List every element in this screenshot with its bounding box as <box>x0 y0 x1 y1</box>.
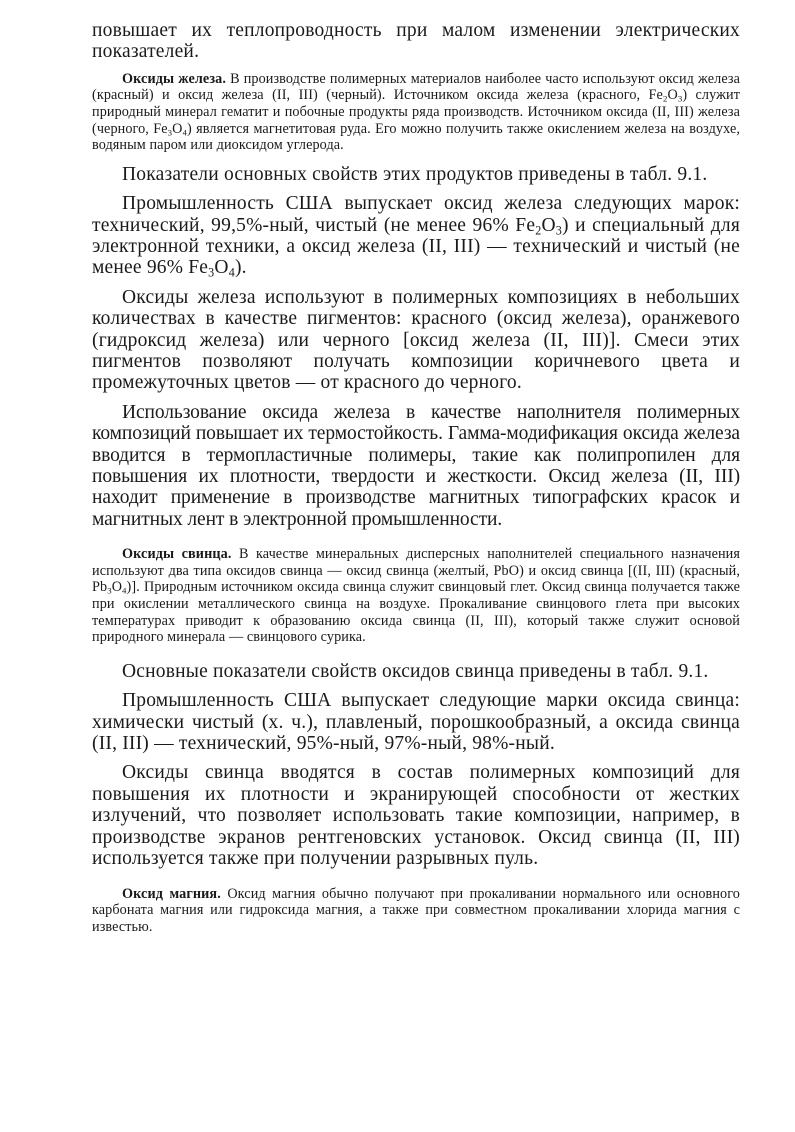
section-heading-lead-oxides: Оксиды свинца. <box>122 546 232 563</box>
paragraph-iron-filler: Использование оксида железа в качестве наполнителя полимерных композиций повышает их термостойкость. Гамма-модификация оксида железа вводится в термопластичные полимеры, такие как полипропилен для повышения их плотности, твердости и жесткости. Оксид железа (II, III) находит применение в производстве магнитных типографских красок и магнитных лент в электронной промышленности. <box>92 401 740 530</box>
paragraph-lead-use: Оксиды свинца вводятся в состав полимерных композиций для повышения их плотности и экранирующей способности от жестких излучений, что позволяет использовать такие композиции, например, в производстве экранов рентгеновских установок. Оксид свинца (II, III) используется также при получении разрывных пуль. <box>92 762 740 870</box>
paragraph-lead-table-ref: Основные показатели свойств оксидов свинца приведены в табл. 9.1. <box>122 660 709 682</box>
paragraph-lead-usa-grades: Промышленность США выпускает следующие марки оксида свинца: химически чистый (х. ч.), плавленый, порошкообразный, а оксида свинца (II, III) — технический, 95%-ный, 97%-ный, 98%-ный. <box>92 690 740 755</box>
paragraph-continuation: повышает их теплопроводность при малом изменении электрических показателей. <box>92 20 740 63</box>
paragraph-iron-oxides: Оксиды железа. В производстве полимерных материалов наиболее часто используют оксид железа (красный) и оксид железа (II, III) (черный). Источником оксида железа (красного, $Fe_2O_3$) служит природный минерал гематит и побочные продукты ряда производств. Источником оксида (II, III) железа (черного, $Fe_3O_4$) является магнетитовая руда. Его можно получить также окислением железа на воздухе, водяным паром или диоксидом углерода. <box>92 70 741 154</box>
paragraph-iron-pigments: Оксиды железа используют в полимерных композициях в небольших количествах в качестве пигментов: красного (оксид железа), оранжевого (гидроксид железа) или черного [оксид железа (II, III)]. Смеси этих пигментов позволяют получать композиции коричневого цвета и промежуточных цветов — от красного до черного. <box>92 286 740 394</box>
section-heading-magnesium-oxide: Оксид магния. <box>122 885 221 902</box>
paragraph-lead-oxides: Оксиды свинца. В качестве минеральных дисперсных наполнителей специального назначения используют два типа оксидов свинца — оксид свинца (желтый, PbO) и оксид свинца [(II, III) (красный, $Pb_3O_4$)]. Природным источником оксида свинца служит свинцовый глет. Оксид свинца получается также при окислении металлического свинца на воздухе. Прокаливание свинцового глета при высоких температурах приводит к образованию оксида свинца (II, III), который также служит основой природного минерала — свинцового сурика. <box>92 546 740 646</box>
book-page <box>92 20 740 935</box>
section-heading-iron-oxides: Оксиды железа. <box>122 70 226 87</box>
paragraph-iron-usa-grades: Промышленность США выпускает оксид железа следующих марок: технический, 99,5%-ный, чистый (не менее 96% $Fe_2O_3$) и специальный для электронной техники, а оксид железа (II, III) — технический и чистый (не менее 96% $Fe_3O_4$). <box>92 193 741 281</box>
paragraph-magnesium-oxide: Оксид магния. Оксид магния обычно получают при прокаливании нормального или основного карбоната магния или гидроксида магния, а также при совместном прокаливании хлорида магния с известью. <box>92 885 740 935</box>
paragraph-iron-table-ref: Показатели основных свойств этих продуктов приведены в табл. 9.1. <box>122 163 708 185</box>
